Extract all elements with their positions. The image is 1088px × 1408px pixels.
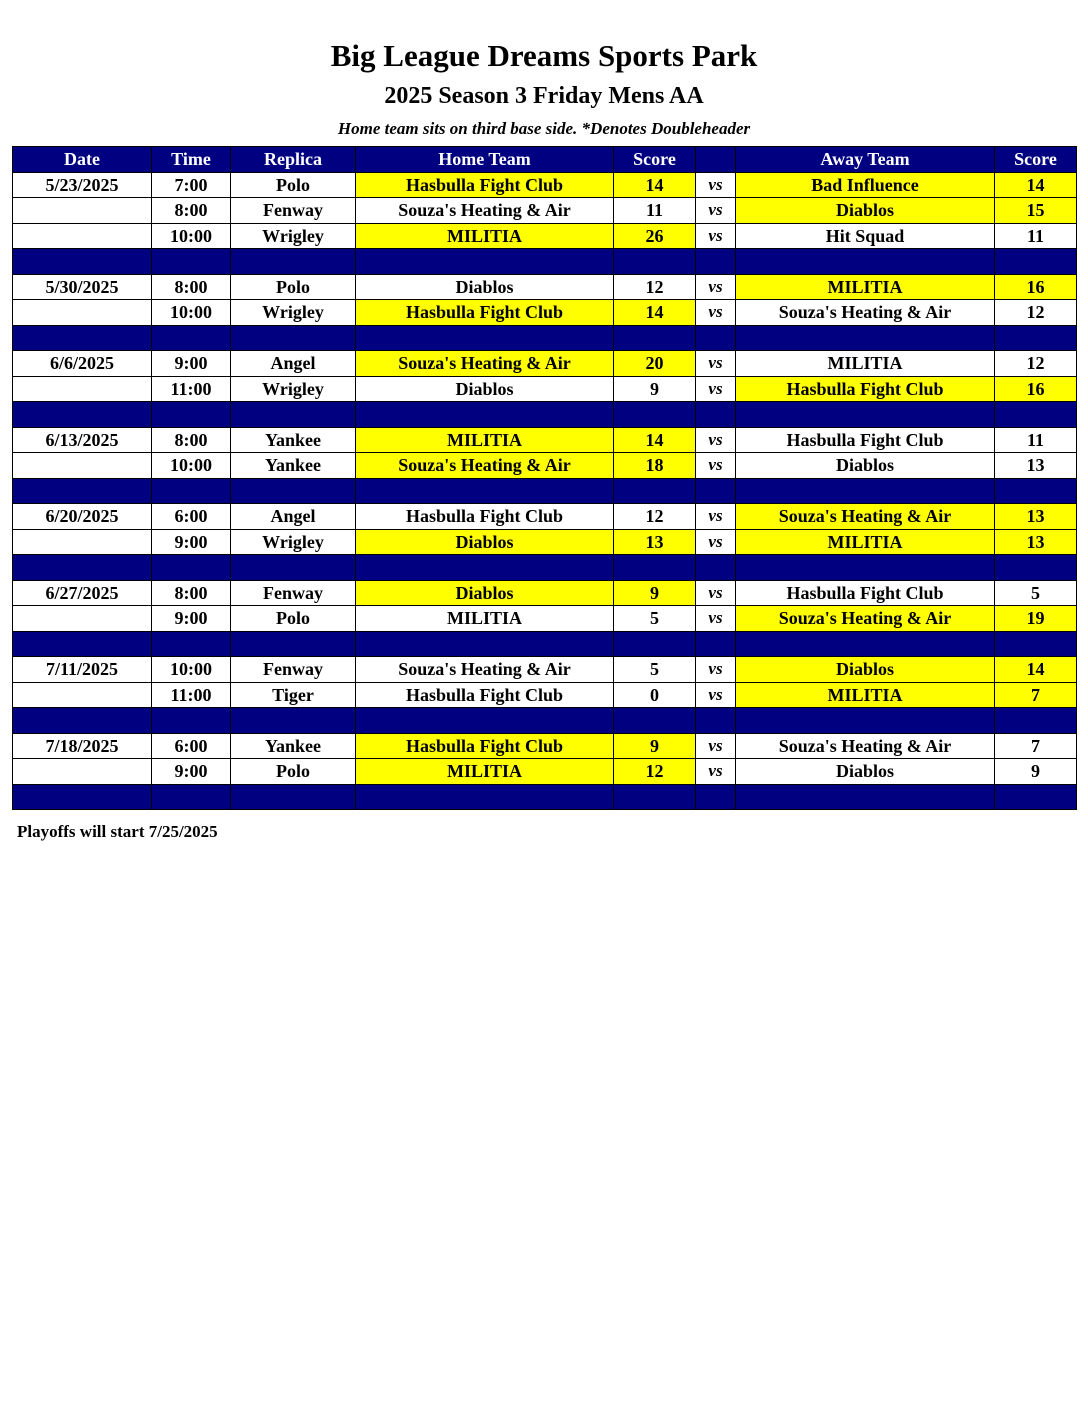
- spacer-cell: [614, 631, 696, 657]
- cell-away-score: 13: [995, 504, 1077, 530]
- cell-replica: Yankee: [231, 733, 356, 759]
- game-row: [13, 351, 1077, 377]
- game-row: [13, 580, 1077, 606]
- cell-home-score: 14: [614, 300, 696, 326]
- spacer-row: [13, 555, 1077, 581]
- spacer-cell: [696, 249, 736, 275]
- cell-replica: Yankee: [231, 453, 356, 479]
- playoffs-note: Playoffs will start 7/25/2025: [17, 822, 218, 841]
- spacer-cell: [152, 402, 231, 428]
- cell-date: 5/30/2025: [13, 274, 152, 300]
- game-row: [13, 759, 1077, 785]
- cell-home-score: 9: [614, 580, 696, 606]
- cell-vs: vs: [696, 427, 736, 453]
- cell-time: 9:00: [152, 606, 231, 632]
- cell-away-team: Souza's Heating & Air: [736, 300, 995, 326]
- cell-vs: vs: [696, 733, 736, 759]
- cell-date: [13, 606, 152, 632]
- cell-time: 9:00: [152, 351, 231, 377]
- cell-home-team: Hasbulla Fight Club: [356, 733, 614, 759]
- spacer-cell: [696, 631, 736, 657]
- cell-home-team: Souza's Heating & Air: [356, 657, 614, 683]
- cell-replica: Wrigley: [231, 529, 356, 555]
- spacer-cell: [356, 402, 614, 428]
- cell-vs: vs: [696, 223, 736, 249]
- game-row: [13, 682, 1077, 708]
- cell-time: 8:00: [152, 580, 231, 606]
- game-row: [13, 453, 1077, 479]
- cell-away-team: Hasbulla Fight Club: [736, 427, 995, 453]
- cell-home-team: Hasbulla Fight Club: [356, 300, 614, 326]
- cell-home-score: 26: [614, 223, 696, 249]
- game-row: [13, 427, 1077, 453]
- cell-away-team: MILITIA: [736, 529, 995, 555]
- schedule-note: Home team sits on third base side. *Denotes Doubleheader: [337, 119, 751, 138]
- schedule-body: [13, 172, 1077, 810]
- spacer-cell: [152, 325, 231, 351]
- cell-vs: vs: [696, 351, 736, 377]
- cell-home-team: MILITIA: [356, 606, 614, 632]
- cell-replica: Angel: [231, 504, 356, 530]
- spacer-cell: [736, 325, 995, 351]
- game-row: [13, 198, 1077, 224]
- cell-replica: Wrigley: [231, 223, 356, 249]
- cell-away-score: 13: [995, 529, 1077, 555]
- spacer-cell: [152, 478, 231, 504]
- game-row: [13, 529, 1077, 555]
- spacer-cell: [13, 555, 152, 581]
- spacer-row: [13, 708, 1077, 734]
- cell-home-team: Diablos: [356, 376, 614, 402]
- cell-away-score: 14: [995, 657, 1077, 683]
- cell-away-score: 19: [995, 606, 1077, 632]
- cell-vs: vs: [696, 198, 736, 224]
- cell-away-team: MILITIA: [736, 682, 995, 708]
- cell-home-team: Hasbulla Fight Club: [356, 504, 614, 530]
- spacer-cell: [13, 402, 152, 428]
- cell-replica: Wrigley: [231, 300, 356, 326]
- cell-home-score: 12: [614, 504, 696, 530]
- cell-away-score: 7: [995, 733, 1077, 759]
- spacer-cell: [614, 555, 696, 581]
- spacer-cell: [614, 478, 696, 504]
- spacer-cell: [13, 249, 152, 275]
- header-away-team: Away Team: [736, 147, 995, 173]
- header-date: Date: [13, 147, 152, 173]
- spacer-cell: [152, 249, 231, 275]
- cell-date: [13, 529, 152, 555]
- spacer-cell: [231, 478, 356, 504]
- spacer-cell: [231, 249, 356, 275]
- game-row: [13, 606, 1077, 632]
- spacer-cell: [995, 402, 1077, 428]
- header-replica: Replica: [231, 147, 356, 173]
- cell-home-team: Souza's Heating & Air: [356, 198, 614, 224]
- cell-away-score: 14: [995, 172, 1077, 198]
- cell-home-score: 14: [614, 427, 696, 453]
- spacer-cell: [152, 784, 231, 810]
- spacer-cell: [13, 325, 152, 351]
- cell-time: 6:00: [152, 733, 231, 759]
- spacer-cell: [736, 402, 995, 428]
- cell-time: 8:00: [152, 274, 231, 300]
- cell-time: 6:00: [152, 504, 231, 530]
- cell-home-score: 0: [614, 682, 696, 708]
- cell-date: [13, 682, 152, 708]
- game-row: [13, 733, 1077, 759]
- cell-date: 6/20/2025: [13, 504, 152, 530]
- cell-home-score: 11: [614, 198, 696, 224]
- spacer-cell: [356, 631, 614, 657]
- cell-time: 8:00: [152, 198, 231, 224]
- cell-away-score: 9: [995, 759, 1077, 785]
- cell-home-team: Hasbulla Fight Club: [356, 682, 614, 708]
- cell-time: 9:00: [152, 759, 231, 785]
- spacer-cell: [614, 402, 696, 428]
- spacer-cell: [696, 708, 736, 734]
- cell-date: 5/23/2025: [13, 172, 152, 198]
- cell-date: [13, 759, 152, 785]
- spacer-cell: [152, 555, 231, 581]
- cell-vs: vs: [696, 580, 736, 606]
- spacer-cell: [736, 249, 995, 275]
- spacer-cell: [614, 249, 696, 275]
- page-subtitle: 2025 Season 3 Friday Mens AA: [384, 83, 704, 109]
- cell-replica: Wrigley: [231, 376, 356, 402]
- cell-away-team: Souza's Heating & Air: [736, 733, 995, 759]
- header-vs: [696, 147, 736, 173]
- cell-away-team: Diablos: [736, 198, 995, 224]
- cell-home-score: 14: [614, 172, 696, 198]
- cell-home-team: Diablos: [356, 580, 614, 606]
- spacer-cell: [231, 325, 356, 351]
- spacer-cell: [614, 784, 696, 810]
- cell-vs: vs: [696, 172, 736, 198]
- cell-replica: Fenway: [231, 580, 356, 606]
- header-away-score: Score: [995, 147, 1077, 173]
- cell-home-team: Souza's Heating & Air: [356, 351, 614, 377]
- cell-date: 7/11/2025: [13, 657, 152, 683]
- cell-vs: vs: [696, 300, 736, 326]
- cell-time: 11:00: [152, 682, 231, 708]
- cell-home-score: 13: [614, 529, 696, 555]
- spacer-cell: [356, 708, 614, 734]
- spacer-cell: [231, 631, 356, 657]
- cell-away-score: 11: [995, 223, 1077, 249]
- cell-replica: Fenway: [231, 198, 356, 224]
- cell-home-score: 5: [614, 657, 696, 683]
- spacer-cell: [995, 708, 1077, 734]
- spacer-cell: [13, 631, 152, 657]
- spacer-row: [13, 249, 1077, 275]
- cell-date: [13, 223, 152, 249]
- cell-time: 10:00: [152, 223, 231, 249]
- cell-home-team: MILITIA: [356, 223, 614, 249]
- cell-time: 11:00: [152, 376, 231, 402]
- cell-away-team: Diablos: [736, 759, 995, 785]
- cell-replica: Tiger: [231, 682, 356, 708]
- cell-away-team: Hasbulla Fight Club: [736, 376, 995, 402]
- cell-home-team: Diablos: [356, 529, 614, 555]
- spacer-cell: [995, 555, 1077, 581]
- spacer-cell: [231, 784, 356, 810]
- cell-date: 6/6/2025: [13, 351, 152, 377]
- cell-away-score: 12: [995, 300, 1077, 326]
- spacer-row: [13, 784, 1077, 810]
- cell-away-score: 7: [995, 682, 1077, 708]
- cell-home-team: Diablos: [356, 274, 614, 300]
- game-row: [13, 300, 1077, 326]
- cell-vs: vs: [696, 453, 736, 479]
- cell-replica: Polo: [231, 274, 356, 300]
- spacer-cell: [356, 784, 614, 810]
- cell-time: 10:00: [152, 453, 231, 479]
- cell-replica: Polo: [231, 172, 356, 198]
- cell-home-score: 12: [614, 759, 696, 785]
- cell-date: [13, 300, 152, 326]
- cell-away-score: 16: [995, 376, 1077, 402]
- game-row: [13, 172, 1077, 198]
- cell-date: 6/27/2025: [13, 580, 152, 606]
- cell-away-team: Bad Influence: [736, 172, 995, 198]
- page-title: Big League Dreams Sports Park: [330, 38, 758, 73]
- cell-home-score: 18: [614, 453, 696, 479]
- cell-date: 7/18/2025: [13, 733, 152, 759]
- cell-replica: Fenway: [231, 657, 356, 683]
- cell-away-score: 15: [995, 198, 1077, 224]
- cell-vs: vs: [696, 606, 736, 632]
- spacer-cell: [356, 249, 614, 275]
- spacer-cell: [13, 478, 152, 504]
- game-row: [13, 223, 1077, 249]
- spacer-cell: [696, 784, 736, 810]
- cell-vs: vs: [696, 682, 736, 708]
- spacer-cell: [995, 325, 1077, 351]
- spacer-cell: [736, 784, 995, 810]
- spacer-cell: [231, 708, 356, 734]
- cell-home-team: MILITIA: [356, 427, 614, 453]
- game-row: [13, 376, 1077, 402]
- spacer-cell: [995, 784, 1077, 810]
- spacer-cell: [152, 631, 231, 657]
- spacer-row: [13, 631, 1077, 657]
- spacer-cell: [231, 555, 356, 581]
- spacer-row: [13, 325, 1077, 351]
- cell-date: [13, 198, 152, 224]
- cell-vs: vs: [696, 504, 736, 530]
- spacer-cell: [356, 478, 614, 504]
- cell-home-team: MILITIA: [356, 759, 614, 785]
- cell-home-score: 9: [614, 733, 696, 759]
- cell-date: [13, 453, 152, 479]
- cell-date: [13, 376, 152, 402]
- cell-home-team: Souza's Heating & Air: [356, 453, 614, 479]
- cell-vs: vs: [696, 376, 736, 402]
- cell-away-team: Hasbulla Fight Club: [736, 580, 995, 606]
- cell-away-team: Hit Squad: [736, 223, 995, 249]
- cell-vs: vs: [696, 759, 736, 785]
- spacer-cell: [995, 478, 1077, 504]
- cell-home-score: 9: [614, 376, 696, 402]
- cell-away-team: MILITIA: [736, 351, 995, 377]
- cell-home-score: 5: [614, 606, 696, 632]
- cell-away-team: Souza's Heating & Air: [736, 504, 995, 530]
- schedule-table: [12, 146, 1077, 810]
- cell-home-score: 12: [614, 274, 696, 300]
- cell-vs: vs: [696, 657, 736, 683]
- spacer-cell: [356, 555, 614, 581]
- cell-replica: Polo: [231, 759, 356, 785]
- spacer-cell: [995, 249, 1077, 275]
- game-row: [13, 504, 1077, 530]
- game-row: [13, 274, 1077, 300]
- cell-away-score: 11: [995, 427, 1077, 453]
- spacer-row: [13, 402, 1077, 428]
- header-home-score: Score: [614, 147, 696, 173]
- cell-away-team: Diablos: [736, 657, 995, 683]
- cell-vs: vs: [696, 274, 736, 300]
- spacer-cell: [995, 631, 1077, 657]
- cell-replica: Yankee: [231, 427, 356, 453]
- cell-away-score: 13: [995, 453, 1077, 479]
- header-row: [13, 147, 1077, 173]
- cell-time: 10:00: [152, 657, 231, 683]
- cell-replica: Polo: [231, 606, 356, 632]
- spacer-row: [13, 478, 1077, 504]
- spacer-cell: [696, 402, 736, 428]
- spacer-cell: [231, 402, 356, 428]
- spacer-cell: [13, 784, 152, 810]
- cell-away-score: 16: [995, 274, 1077, 300]
- cell-time: 10:00: [152, 300, 231, 326]
- spacer-cell: [736, 478, 995, 504]
- cell-time: 9:00: [152, 529, 231, 555]
- spacer-cell: [736, 631, 995, 657]
- header-home-team: Home Team: [356, 147, 614, 173]
- spacer-cell: [614, 325, 696, 351]
- spacer-cell: [13, 708, 152, 734]
- spacer-cell: [356, 325, 614, 351]
- cell-away-team: Souza's Heating & Air: [736, 606, 995, 632]
- cell-home-score: 20: [614, 351, 696, 377]
- cell-time: 8:00: [152, 427, 231, 453]
- cell-away-score: 12: [995, 351, 1077, 377]
- header-time: Time: [152, 147, 231, 173]
- spacer-cell: [152, 708, 231, 734]
- cell-date: 6/13/2025: [13, 427, 152, 453]
- cell-away-score: 5: [995, 580, 1077, 606]
- cell-home-team: Hasbulla Fight Club: [356, 172, 614, 198]
- cell-vs: vs: [696, 529, 736, 555]
- spacer-cell: [614, 708, 696, 734]
- spacer-cell: [696, 555, 736, 581]
- cell-time: 7:00: [152, 172, 231, 198]
- cell-replica: Angel: [231, 351, 356, 377]
- spacer-cell: [696, 478, 736, 504]
- cell-away-team: MILITIA: [736, 274, 995, 300]
- game-row: [13, 657, 1077, 683]
- spacer-cell: [736, 555, 995, 581]
- spacer-cell: [736, 708, 995, 734]
- spacer-cell: [696, 325, 736, 351]
- cell-away-team: Diablos: [736, 453, 995, 479]
